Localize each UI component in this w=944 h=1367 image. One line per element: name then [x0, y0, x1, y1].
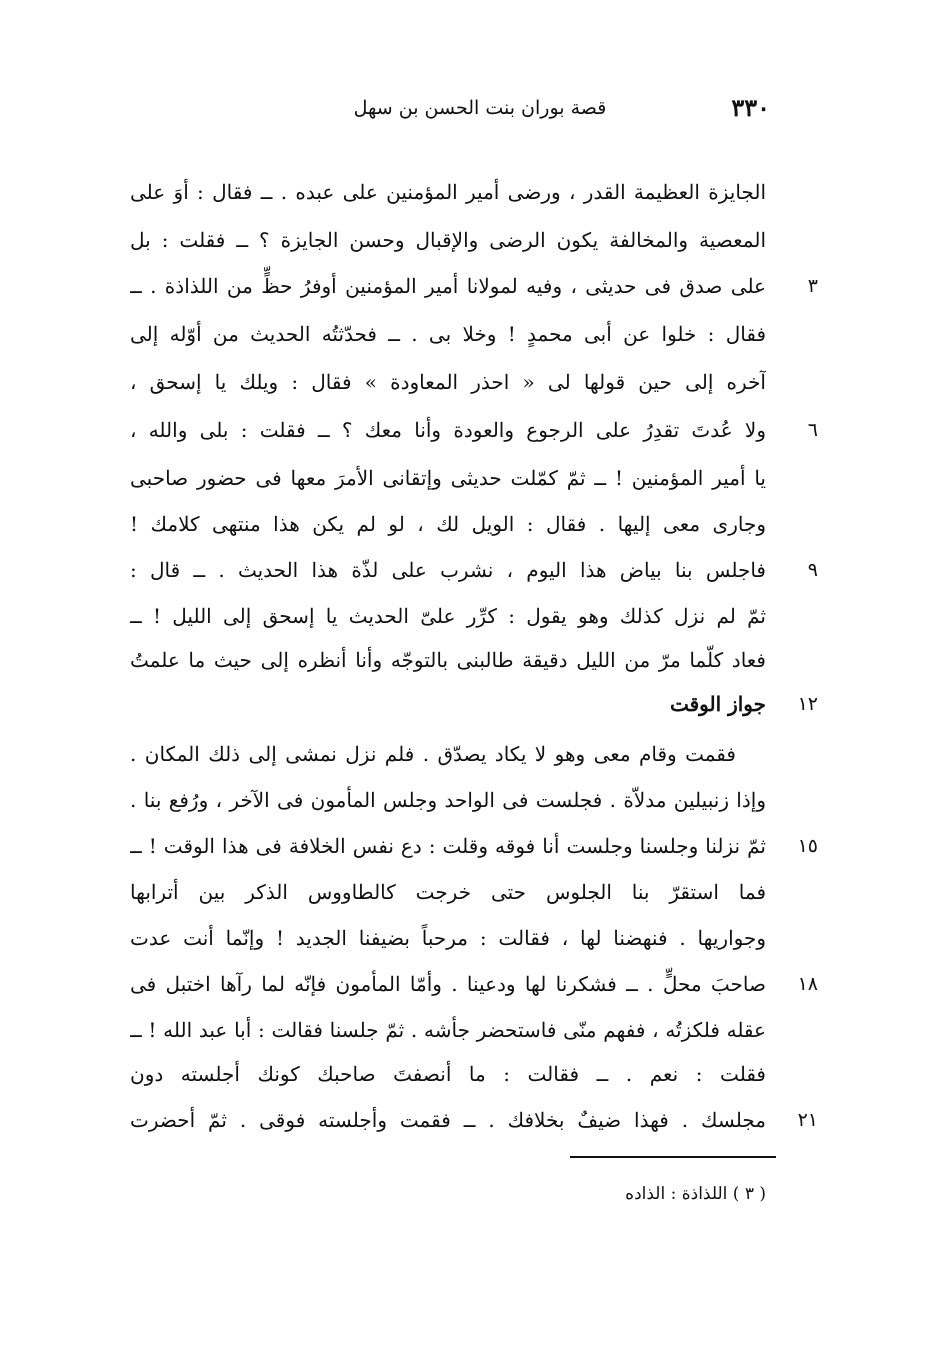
- text-line: المعصية والمخالفة يكون الرضى والإقبال وحسن الجايزة ؟ ــ فقلت : بل: [130, 228, 766, 252]
- text-line: يا أمير المؤمنين ! ــ ثمّ كمّلت حديثى وإتقانى الأمرَ معها فى حضور صاحبى: [130, 466, 766, 490]
- text-line: عقله فلكزتُه ، ففهم منّى فاستحضر جأشه . ثمّ جلسنا فقالت : أبا عبد الله ! ــ: [130, 1018, 766, 1042]
- text-line: وإذا زنبيلين مدلاّة . فجلست فى الواحد وجلس المأمون فى الآخر ، ورُفع بنا .: [130, 788, 766, 812]
- line-number: ٢١: [797, 1109, 818, 1131]
- text-line: ولا عُدتَ تقدِرُ على الرجوع والعودة وأنا معك ؟ ــ فقلت : بلى والله ،: [130, 418, 766, 442]
- line-number: ١٢: [797, 693, 818, 715]
- text-line: فاجلس بنا بياض هذا اليوم ، نشرب على لذّة هذا الحديث . ــ قال :: [130, 558, 766, 582]
- line-number: ٣: [807, 275, 818, 297]
- text-line: وجواريها . فنهضنا لها ، فقالت : مرحباً بضيفنا الجديد ! وإنّما أنت عدت: [130, 926, 766, 950]
- text-line: الجايزة العظيمة القدر ، ورضى أمير المؤمنين على عبده . ــ فقال : أوَ على: [130, 180, 766, 204]
- line-number: ١٨: [797, 973, 818, 995]
- page-number: ٣٣٠: [731, 93, 770, 122]
- running-head: [130, 88, 770, 128]
- text-line: آخره إلى حين قولها لى « احذر المعاودة » فقال : ويلك يا إسحق ،: [130, 370, 766, 394]
- section-heading: جواز الوقت: [669, 692, 766, 716]
- text-line: فما استقرّ بنا الجلوس حتى خرجت كالطاووس الذكر بين أترابها: [130, 880, 766, 904]
- text-line: مجلسك . فهذا ضيفٌ بخلافك . ــ فقمت وأجلسته فوقى . ثمّ أحضرت: [130, 1108, 766, 1132]
- text-line: فقال : خلوا عن أبى محمدٍ ! وخلا بى . ــ فحدّثتُه الحديث من أوّله إلى: [130, 322, 766, 346]
- text-line: على صدق فى حديثى ، وفيه لمولانا أمير المؤمنين أوفرُ حظٍّ من اللذاذة . ــ: [130, 274, 766, 298]
- text-line: ثمّ لم نزل كذلك وهو يقول : كرِّر علىّ الحديث يا إسحق إلى الليل ! ــ: [130, 604, 766, 628]
- footnote-rule: [570, 1156, 776, 1158]
- line-number: ١٥: [797, 835, 818, 857]
- text-line: ثمّ نزلنا وجلسنا وجلست أنا فوقه وقلت : دع نفس الخلافة فى هذا الوقت ! ــ: [130, 834, 766, 858]
- text-line: وجارى معى إليها . فقال : الويل لك ، لو لم يكن هذا منتهى كلامك !: [130, 512, 766, 536]
- text-line: فعاد كلّما مرّ من الليل دقيقة طالبنى بالتوجّه وأنا أنظره إلى حيث ما علمتُ: [130, 648, 766, 672]
- text-line: فقلت : نعم . ــ فقالت : ما أنصفتَ صاحبك كونك أجلسته دون: [130, 1062, 766, 1086]
- footnote: ( ٣ ) اللذاذة : الذاده: [625, 1184, 766, 1204]
- line-number: ٦: [807, 419, 818, 441]
- running-title: قصة بوران بنت الحسن بن سهل: [353, 97, 607, 119]
- text-line: صاحبَ محلٍّ . ــ فشكرنا لها ودعينا . وأمّا المأمون فإنّه لما رآها اختبل فى: [130, 972, 766, 996]
- text-line: فقمت وقام معى وهو لا يكاد يصدّق . فلم نزل نمشى إلى ذلك المكان .: [130, 742, 736, 766]
- line-number: ٩: [807, 559, 818, 581]
